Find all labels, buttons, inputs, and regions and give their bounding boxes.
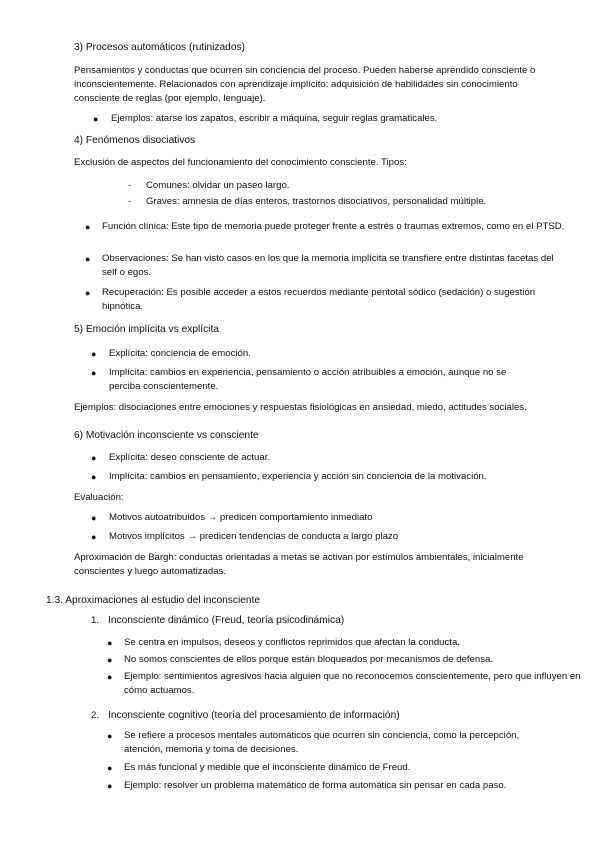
bullet-icon: ● — [91, 472, 97, 482]
bullet-icon: ● — [107, 731, 113, 741]
bullet-icon: ● — [107, 638, 113, 648]
section-5-heading: 5) Emoción implícita vs explícita — [74, 324, 219, 335]
list-item: ● Es más funcional y medible que el inconsciente dinámico de Freud. — [107, 762, 411, 773]
item-number: 2. — [91, 710, 100, 721]
numbered-item — [91, 709, 561, 723]
section-4-heading: 4) Fenómenos disociativos — [74, 135, 196, 146]
section-5-examples: Ejemplos: disociaciones entre emociones y respuestas fisiológicas en ansiedad, miedo, actitudes sociales. — [74, 402, 527, 413]
list-item: ● Función clínica: Este tipo de memoria puede proteger frente a estrés o traumas extremos, como en el PTSD. — [85, 221, 565, 232]
section-6-heading: 6) Motivación inconsciente vs consciente — [74, 430, 259, 441]
list-item: ● Implícita: cambios en pensamiento, experiencia y acción sin conciencia de la motivación. — [91, 471, 487, 482]
evaluation-label: Evaluación: — [74, 492, 124, 503]
bullet-icon: ● — [85, 288, 91, 298]
bullet-icon: ● — [91, 453, 97, 463]
item-title: Inconsciente dinámico (Freud, teoría psicodinámica) — [108, 615, 345, 626]
bullet-icon: ● — [85, 254, 91, 264]
dash-list-item: - Comunes: olvidar un paseo largo. — [128, 180, 290, 191]
item-number: 1. — [91, 615, 100, 626]
list-item: ● Motivos implícitos → predicen tendencias de conducta a largo plazo — [91, 531, 399, 542]
dash-icon: - — [128, 196, 132, 207]
bullet-icon: ● — [85, 222, 91, 232]
dash-list-item: - Graves: amnesia de días enteros, trastornos disociativos, personalidad múltiple. — [128, 196, 487, 207]
section-1-3-heading: 1.3. Aproximaciones al estudio del inconsciente — [46, 595, 261, 606]
bargh-paragraph: Aproximación de Bargh: conductas orientadas a metas se activan por estímulos ambientales, inicialmente conscientes y luego automatizadas. — [74, 552, 524, 577]
bullet-icon: ● — [91, 532, 97, 542]
list-item: ● Se refiere a procesos mentales automáticos que ocurren sin conciencia, como la percepción, atención, memoria y toma de decisiones. — [107, 730, 520, 755]
list-item: ● Observaciones: Se han visto casos en los que la memoria implícita se transfiere entre distintas facetas del self o egos. — [85, 253, 554, 278]
list-item: ● Se centra en impulsos, deseos y conflictos reprimidos que afectan la conducta. — [107, 637, 460, 648]
bullet-icon: ● — [93, 114, 99, 124]
list-item: ● Recuperación: Es posible acceder a estos recuerdos mediante pentotal sódico (sedación) o sugestión hipnótica. — [85, 287, 536, 312]
list-item: ● Ejemplo: resolver un problema matemático de forma automática sin pensar en cada paso. — [107, 780, 507, 791]
list-item: ● Motivos autoatribuidos → predicen comportamiento inmediato — [91, 512, 373, 523]
list-item: ● Ejemplos: atarse los zapatos, escribir a máquina, seguir reglas gramaticales. — [93, 113, 438, 124]
bullet-icon: ● — [91, 368, 97, 378]
list-item: ● Explícita: deseo consciente de actuar. — [91, 452, 271, 463]
list-item: ● No somos conscientes de ellos porque están bloqueados por mecanismos de defensa. — [107, 654, 494, 665]
section-4-intro: Exclusión de aspectos del funcionamiento del conocimiento consciente. Tipos: — [74, 157, 407, 168]
bullet-icon: ● — [107, 655, 113, 665]
numbered-item — [91, 614, 561, 628]
list-item: ● Ejemplo: sentimientos agresivos hacia alguien que no reconocemos conscientemente, pero que influyen en cómo actuamos. — [107, 671, 581, 696]
bullet-icon: ● — [107, 672, 113, 682]
bullet-icon: ● — [91, 349, 97, 359]
section-3-paragraph: Pensamientos y conductas que ocurren sin conciencia del proceso. Pueden haberse aprendido consciente o inconscientemente. Relacionados con aprendizaje implícito: adquisición de habilidades sin conocimiento consciente de reglas (por ejemplo, lenguaje). — [74, 65, 536, 104]
section-3-heading: 3) Procesos automáticos (rutinizados) — [74, 42, 245, 53]
bullet-icon: ● — [91, 513, 97, 523]
bullet-icon: ● — [107, 781, 113, 791]
list-item: ● Explícita: conciencia de emoción. — [91, 348, 251, 359]
dash-icon: - — [128, 180, 132, 191]
item-title: Inconsciente cognitivo (teoría del procesamiento de información) — [108, 710, 400, 721]
list-item: ● Implícita: cambios en experiencia, pensamiento o acción atribuibles a emoción, aunque no se perciba conscientemente. — [91, 367, 507, 392]
bullet-icon: ● — [107, 763, 113, 773]
